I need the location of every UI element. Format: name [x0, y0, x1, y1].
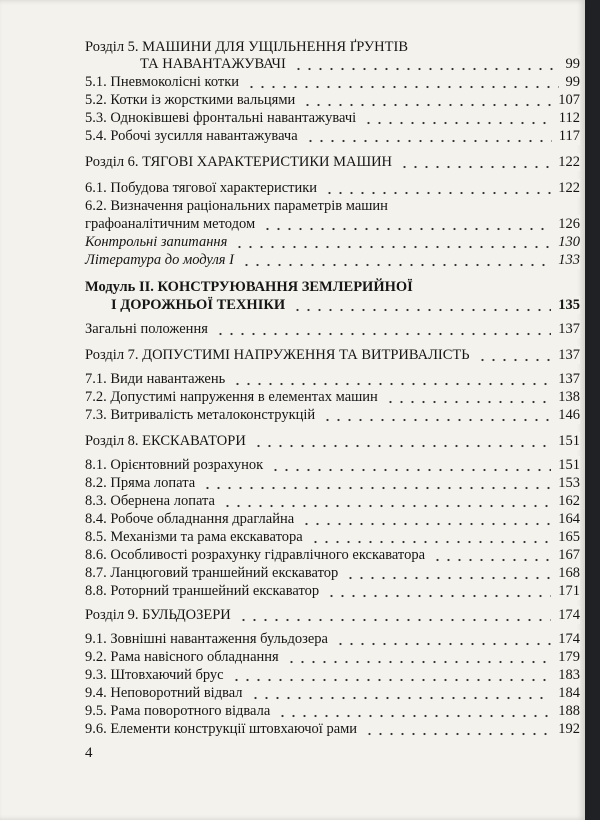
- toc-entry-title: 7.1. Види навантажень: [85, 370, 228, 388]
- dot-leader: [286, 648, 551, 666]
- dot-leader: [363, 109, 552, 127]
- dot-leader: [253, 432, 551, 450]
- dot-leader: [232, 370, 551, 388]
- toc-page-number: 130: [555, 233, 580, 251]
- toc-entry-title: 6.1. Побудова тягової характеристики: [85, 179, 320, 197]
- dot-leader: [326, 582, 551, 600]
- toc-entry-title: 9.5. Рама поворотного відвала: [85, 702, 273, 720]
- dot-leader: [335, 630, 551, 648]
- toc-page-number: 164: [555, 510, 580, 528]
- toc-page-number: 137: [555, 370, 580, 388]
- dot-leader: [202, 474, 551, 492]
- toc-entry-title: 7.2. Допустимі напруження в елементах машин: [85, 388, 381, 406]
- toc-page-number: 107: [555, 91, 580, 109]
- toc-page-number: 135: [555, 296, 580, 314]
- toc-entry-title: 9.1. Зовнішні навантаження бульдозера: [85, 630, 331, 648]
- toc-entry-title: 8.6. Особливості розрахунку гідравлічного екскаватора: [85, 546, 428, 564]
- dot-leader: [277, 702, 551, 720]
- toc-entry-title: 8.4. Робоче обладнання драглайна: [85, 510, 297, 528]
- toc-page-number: 179: [555, 648, 580, 666]
- toc-page-number: 165: [555, 528, 580, 546]
- toc-entry-title: 8.3. Обернена лопата: [85, 492, 218, 510]
- toc-entry-title: 9.2. Рама навісного обладнання: [85, 648, 282, 666]
- dot-leader: [301, 510, 551, 528]
- toc-page-number: 126: [555, 215, 580, 233]
- toc-entry-title: 6.2. Визначення раціональних параметрів машин: [85, 198, 388, 214]
- dot-leader: [322, 406, 551, 424]
- toc-page-number: 153: [555, 474, 580, 492]
- toc-page-number: 99: [563, 55, 581, 73]
- dot-leader: [222, 492, 551, 510]
- toc-page-number: 137: [555, 346, 580, 364]
- toc-entry-title: 8.1. Орієнтовний розрахунок: [85, 456, 266, 474]
- dot-leader: [477, 346, 551, 364]
- toc-entry-title: 8.5. Механізми та рама екскаватора: [85, 528, 306, 546]
- toc-page-number: 184: [555, 684, 580, 702]
- toc-entry-title: 8.2. Пряма лопата: [85, 474, 198, 492]
- toc-page-number: 174: [555, 606, 580, 624]
- dot-leader: [364, 720, 551, 738]
- toc-entry-title: 9.6. Елементи конструкції штовхаючої рами: [85, 720, 360, 738]
- toc-page-number: 137: [555, 320, 580, 338]
- dot-leader: [270, 456, 551, 474]
- toc-page-number: 167: [555, 546, 580, 564]
- toc-entry-title: Розділ 8. ЕКСКАВАТОРИ: [85, 432, 249, 450]
- toc-entry-title: 5.1. Пневмоколісні котки: [85, 73, 242, 91]
- toc-entry-title: Розділ 5. МАШИНИ ДЛЯ УЩІЛЬНЕННЯ ҐРУНТІВ: [85, 39, 409, 55]
- toc-page-number: 122: [555, 179, 580, 197]
- toc-entry-title: Розділ 6. ТЯГОВІ ХАРАКТЕРИСТИКИ МАШИН: [85, 153, 395, 171]
- toc-entry-title: Розділ 7. ДОПУСТИМІ НАПРУЖЕННЯ ТА ВИТРИВАЛІСТЬ: [85, 346, 473, 364]
- toc-entry-title: І ДОРОЖНЬОЇ ТЕХНІКИ: [111, 296, 288, 314]
- toc-entry-title: 5.4. Робочі зусилля навантажувача: [85, 127, 301, 145]
- toc-entry-title: 8.8. Роторний траншейний екскаватор: [85, 582, 322, 600]
- toc-page-number: 183: [555, 666, 580, 684]
- toc-page-number: 174: [555, 630, 580, 648]
- toc-page-number: 162: [555, 492, 580, 510]
- dot-leader: [293, 55, 559, 73]
- page-number: 4: [85, 745, 93, 761]
- toc-page-number: 112: [556, 109, 580, 127]
- toc-entry-title: ТА НАВАНТАЖУВАЧІ: [140, 55, 289, 73]
- dot-leader: [324, 179, 551, 197]
- toc-entry-title: 7.3. Витривалість металоконструкцій: [85, 406, 318, 424]
- dot-leader: [231, 666, 551, 684]
- dot-leader: [385, 388, 551, 406]
- dot-leader: [250, 684, 551, 702]
- dot-leader: [234, 233, 551, 251]
- toc-entry-title: графоаналітичним методом: [85, 215, 258, 233]
- toc-entry-title: Контрольні запитання: [85, 233, 230, 251]
- toc-page-number: 171: [555, 582, 580, 600]
- toc-page-number: 192: [555, 720, 580, 738]
- dot-leader: [399, 153, 551, 171]
- toc-entry-title: 5.3. Одноківшеві фронтальні навантажувачі: [85, 109, 359, 127]
- toc-page-number: 151: [555, 456, 580, 474]
- toc-entry-title: Література до модуля І: [85, 251, 237, 269]
- toc-page-number: 122: [555, 153, 580, 171]
- toc-page-number: 188: [555, 702, 580, 720]
- toc-page-number: 146: [555, 406, 580, 424]
- toc-entry-title: Розділ 9. БУЛЬДОЗЕРИ: [85, 606, 234, 624]
- toc-page-number: 151: [555, 432, 580, 450]
- toc-entry-title: Модуль ІІ. КОНСТРУЮВАННЯ ЗЕМЛЕРИЙНОЇ: [85, 279, 413, 295]
- toc-page-number: 133: [555, 251, 580, 269]
- toc-entry-title: 5.2. Котки із жорсткими вальцями: [85, 91, 298, 109]
- toc-entry-title: 9.4. Неповоротний відвал: [85, 684, 246, 702]
- toc-page-number: 99: [563, 73, 581, 91]
- dot-leader: [345, 564, 551, 582]
- dot-leader: [241, 251, 551, 269]
- dot-leader: [302, 91, 551, 109]
- toc-entry-title: 8.7. Ланцюговий траншейний екскаватор: [85, 564, 341, 582]
- toc-entry-title: 9.3. Штовхаючий брус: [85, 666, 227, 684]
- dot-leader: [292, 296, 551, 314]
- toc-page-number: 117: [556, 127, 580, 145]
- dot-leader: [215, 320, 551, 338]
- dot-leader: [305, 127, 552, 145]
- dot-leader: [262, 215, 551, 233]
- toc-entry-title: Загальні положення: [85, 320, 211, 338]
- dot-leader: [432, 546, 551, 564]
- dot-leader: [246, 73, 559, 91]
- toc-page-number: 138: [555, 388, 580, 406]
- toc-page-number: 168: [555, 564, 580, 582]
- dot-leader: [238, 606, 551, 624]
- dot-leader: [310, 528, 551, 546]
